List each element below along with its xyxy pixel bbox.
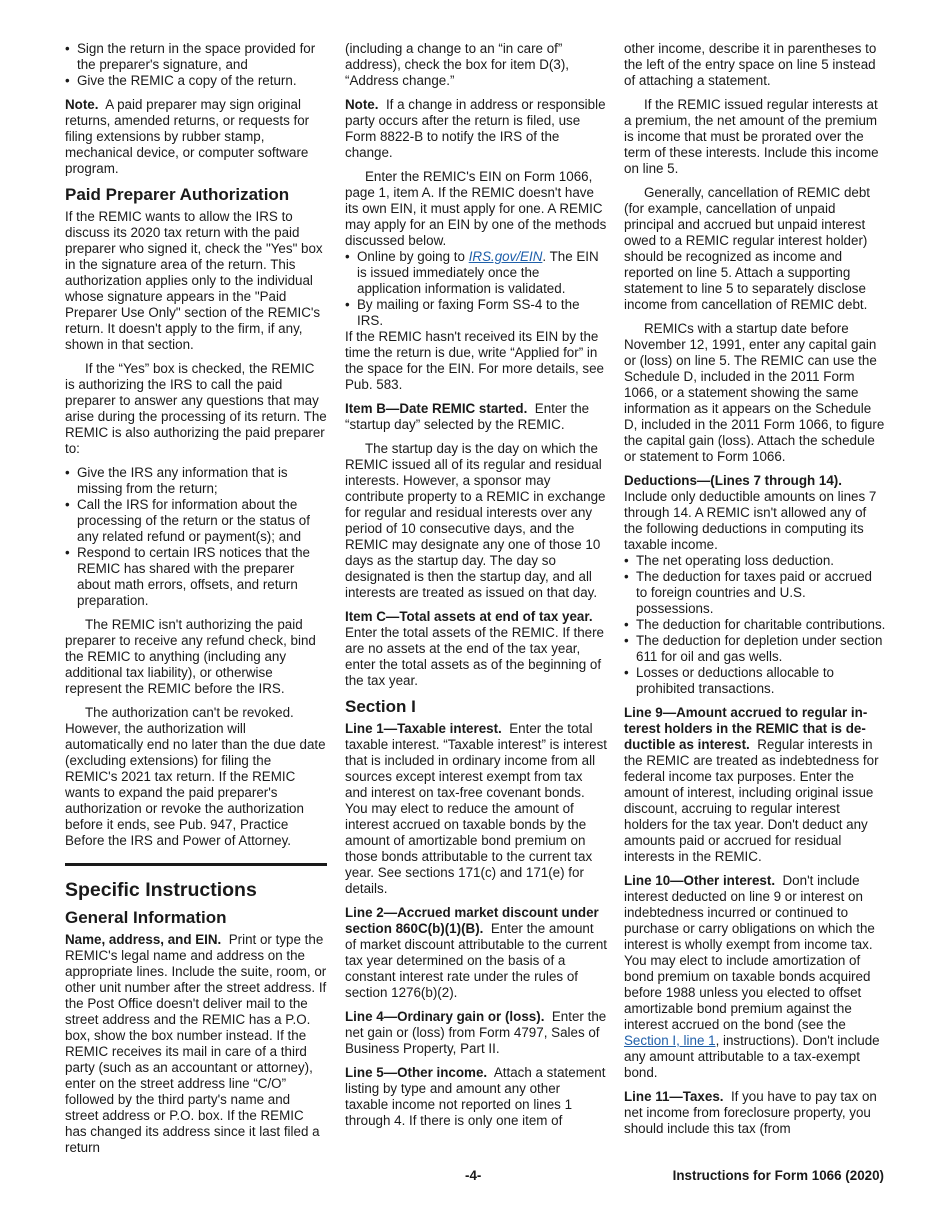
bullet-item: • Call the IRS for information about the processing of the return or the status of any related refund or payment(s); and [65, 497, 327, 545]
paragraph: If the “Yes” box is checked, the REMIC is authorizing the IRS to call the paid preparer to answer any questions that may arise during the processing of its return. The REMIC is also authorizing the paid preparer to: [65, 361, 327, 456]
general-information-heading: General Information [65, 908, 227, 927]
bullet-item: • Sign the return in the space provided for the preparer's signature, and [65, 41, 327, 73]
paragraph: other income, describe it in parentheses to the left of the entry space on line 5 instead of attaching a statement. [624, 41, 877, 88]
paragraph: Enter the REMIC's EIN on Form 1066, page 1, item A. If the REMIC doesn't have its own EIN, it must apply for one. A REMIC may apply for an EIN by one of the methods discussed below. [345, 169, 607, 248]
paragraph: Deductions—(Lines 7 through 14). Include only deductible amounts on lines 7 through 14. A REMIC isn't allowed any of the following deductions in computing its taxable income. [624, 473, 877, 552]
paragraph: Item C—Total assets at end of tax year. Enter the total assets of the REMIC. If there are no assets at the end of the tax year, enter the total assets as of the beginning of the tax year. [345, 609, 605, 688]
column-1 [65, 41, 327, 1164]
page-number: -4- [465, 1168, 482, 1183]
paragraph: If the REMIC wants to allow the IRS to discuss its 2020 tax return with the paid preparer who signed it, check the "Yes" box in the signature area of the return. This authorization applies only to the individual whose signature appears in the "Paid Preparer Use Only" section of the REMIC's return. It doesn't apply to the firm, if any, shown in that section. [65, 209, 323, 352]
paragraph: The startup day is the day on which the REMIC issued all of its regular and residual interests. However, a sponsor may contribute property to a REMIC in exchange for regular and residual interests over any period of 10 consecutive days, and the REMIC may designate any one of those 10 days as the startup day. The day so designated is then the startup day, and all interests are treated as issued on that day. [345, 441, 606, 600]
bullet-item: • Give the IRS any information that is missing from the return; [65, 465, 327, 497]
bullet-item: • Online by going to IRS.gov/EIN. The EIN is issued immediately once the application information is validated. [345, 249, 607, 297]
paragraph: Generally, cancellation of REMIC debt (for example, cancellation of unpaid principal and accrued but unpaid interest owed to a REMIC regular interest holder) should be recognized as income and reported on line 5. Attach a supporting statement to line 5 to separately disclose income from cancellation of REMIC debt. [624, 185, 871, 312]
paragraph: Line 5—Other income. Attach a statement listing by type and amount any other taxable income not reported on lines 1 through 4. If there is only one item of [345, 1065, 606, 1128]
paragraph: Line 2—Accrued market discount under section 860C(b)(1)(B). Enter the amount of market discount attributable to the current tax year determined on the basis of a constant interest rate under the rules of section 1276(b)(2). [345, 905, 608, 1000]
footer-title: Instructions for Form 1066 (2020) [672, 1168, 884, 1183]
paragraph: Line 10—Other interest. Don't include interest deducted on line 9 or interest on indebtedness incurred or continued to purchase or carry obligations on which the interest is wholly exempt from income tax. You may elect to include amortization of bond premium on taxable bonds acquired before 1988 unless you elected to offset amortizable bond premium against the interest accrued on the bond (see the Section I, line 1, instructions). Don't include any amount attributable to a tax-exempt bond. [624, 873, 880, 1080]
paragraph: The REMIC isn't authorizing the paid preparer to receive any refund check, bind the REMIC to anything (including any additional tax liability), or otherwise represent the REMIC before the IRS. [65, 617, 316, 696]
bullet-item: • Respond to certain IRS notices that the REMIC has shared with the preparer about math errors, offsets, and return preparation. [65, 545, 327, 609]
paragraph: If the REMIC hasn't received its EIN by the time the return is due, write “Applied for” in the space for the EIN. For more details, see Pub. 583. [345, 329, 605, 392]
paragraph: Line 9—Amount accrued to regular interest holders in the REMIC that is deductible as interest. Regular interests in the REMIC are treated as indebtedness for federal income tax purposes. Enter the amount of interest, including original issue discount, accruing to regular interest holders for the tax year. Don't deduct any amounts paid or accrued for residual interests in the REMIC. [624, 705, 879, 864]
paragraph: Name, address, and EIN. Print or type the REMIC's legal name and address on the appropriate lines. Include the suite, room, or other unit number after the street address. If the Post Office doesn't deliver mail to the street address and the REMIC has a P.O. box, show the box number instead. If the REMIC receives its mail in care of a third party (such as an accountant or attorney), enter on the street address line “C/O” followed by the third party's name and street address or P.O. box. If the REMIC has changed its address since it last filed a return [65, 932, 327, 1155]
paragraph: Line 11—Taxes. If you have to pay tax on net income from foreclosure property, you should include this tax (from [624, 1089, 877, 1136]
irs-ein-link[interactable]: IRS.gov/EIN [468, 249, 543, 264]
paid-preparer-heading: Paid Preparer Authorization [65, 185, 290, 204]
bullet-item: • By mailing or faxing Form SS-4 to the IRS. [345, 297, 607, 329]
section-i-heading: Section I [345, 697, 416, 716]
bullet-item: • Losses or deductions allocable to prohibited transactions. [624, 665, 886, 697]
column-3 [624, 41, 886, 1145]
column-2 [345, 41, 607, 1137]
section-i-line-1-link[interactable]: Section I, line 1 [624, 1033, 716, 1048]
note-label: Note. [65, 97, 99, 112]
note-paragraph: Note. A paid preparer may sign original returns, amended returns, or requests for filing extensions by rubber stamp, mechanical device, or computer software program. [65, 97, 310, 176]
paragraph: The authorization can't be revoked. However, the authorization will automatically end no later than the due date (excluding extensions) for filing the REMIC's 2021 tax return. If the REMIC wants to expand the paid preparer's authorization or revoke the authorization before it ends, see Pub. 947, Practice Before the IRS and Power of Attorney. [65, 705, 326, 848]
paragraph: Line 1—Taxable interest. Enter the total taxable interest. “Taxable interest” is interest that is included in ordinary income from all sources except interest exempt from tax and interest on tax-free covenant bonds. You may elect to reduce the amount of interest accrued on taxable bonds by the amount of amortizable bond premium on those bonds attributable to the current tax year. See sections 171(c) and 171(e) for details. [345, 721, 607, 896]
bullet-item: • The deduction for charitable contributions. [624, 617, 886, 633]
paragraph: If the REMIC issued regular interests at a premium, the net amount of the premium is income that must be prorated over the term of these interests. Include this income on line 5. [624, 97, 879, 176]
note-paragraph: Note. If a change in address or responsible party occurs after the return is filed, use Form 8822-B to notify the IRS of the change. [345, 97, 606, 160]
bullet-item: • The deduction for depletion under section 611 for oil and gas wells. [624, 633, 886, 665]
bullet-item: • The net operating loss deduction. [624, 553, 886, 569]
paragraph: Line 4—Ordinary gain or (loss). Enter the net gain or (loss) from Form 4797, Sales of Business Property, Part II. [345, 1009, 607, 1056]
note-label: Note. [345, 97, 379, 112]
paragraph: (including a change to an “in care of” address), check the box for item D(3), “Address change.” [345, 41, 570, 88]
paragraph: Item B—Date REMIC started. Enter the “startup day” selected by the REMIC. [345, 401, 590, 432]
specific-instructions-heading: Specific Instructions [65, 879, 257, 901]
bullet-item: • The deduction for taxes paid or accrued to foreign countries and U.S. possessions. [624, 569, 886, 617]
bullet-item: • Give the REMIC a copy of the return. [65, 73, 327, 89]
section-divider [65, 863, 327, 866]
paragraph: REMICs with a startup date before November 12, 1991, enter any capital gain or (loss) on line 5. The REMIC can use the Schedule D, included in the 2011 Form 1066, or a statement showing the same information as it appears on the Schedule D, included in the 2011 Form 1066, to figure the capital gain (loss). Attach the schedule or statement to Form 1066. [624, 321, 885, 464]
